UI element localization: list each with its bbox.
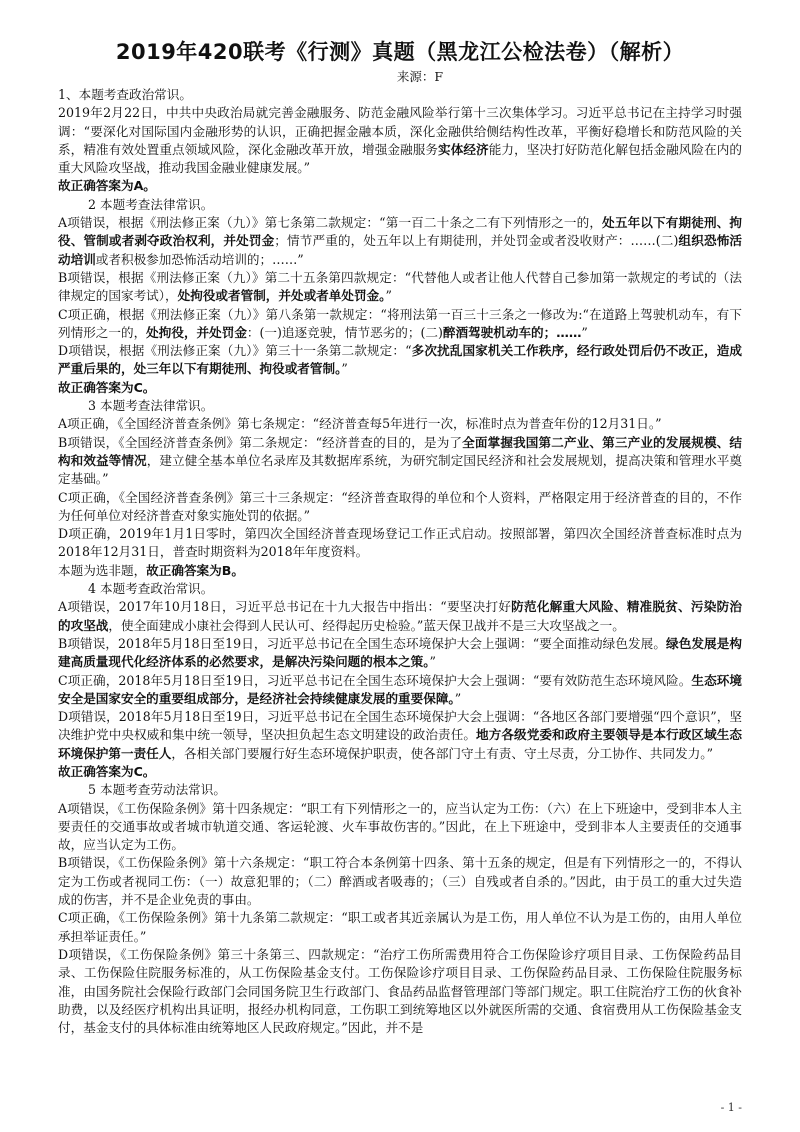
bold-text: 故正确答案为B。 bbox=[146, 562, 244, 578]
bold-text: 故正确答案为A。 bbox=[58, 178, 156, 194]
text-run: ” bbox=[429, 654, 436, 670]
text-run: C项正确，根据《刑法修正案（九）》第八条第一款规定：“将刑法第一百三十三条之一修改为:“在道路上驾驶机动车，有下列情形之一的， bbox=[58, 306, 742, 340]
section-heading bbox=[58, 397, 742, 415]
text-run: ；情节严重的，处五年以上有期徒刑，并处罚金或者没收财产：……(二) bbox=[274, 233, 679, 249]
bold-text: 处拘役或者管制，并处或者单处罚金。 bbox=[177, 288, 386, 304]
text-run: D项错误，《工伤保险条例》第三十条第三、四款规定：“治疗工伤所需费用符合工伤保险诊疗项目目录、工伤保险药品目录、工伤保险住院服务标准的，从工伤保险基金支付。工伤保险诊疗项目目录、工伤保险药品目录、工伤保险住院服务标准，由国务院社会保险行政部门会同国务院卫生行政部门、食品药品监督管理部门等部门规定。职工住院治疗工伤的伙食补助费，以及经医疗机构出具证明，报经办机构同意，工伤职工到统筹地区以外就医所需的交通、食宿费用从工伤保险基金支付，基金支付的具体标准由统筹地区人民政府规定。”因此，并不是 bbox=[58, 946, 742, 1036]
paragraph bbox=[58, 635, 742, 672]
bold-text: 醉酒驾驶机动车的；…… bbox=[442, 324, 582, 340]
page-number: - 1 - bbox=[720, 1101, 742, 1114]
paragraph bbox=[58, 562, 742, 580]
paragraph bbox=[58, 214, 742, 269]
text-run: C项正确，《全国经济普查条例》第三十三条规定：“经济普查取得的单位和个人资料，严格限定用于经济普查的目的，不作为任何单位对经济普查对象实施处罚的依据。” bbox=[58, 489, 742, 523]
section-heading bbox=[58, 580, 742, 598]
bold-text: 处拘役，并处罚金 bbox=[146, 324, 247, 340]
section-heading bbox=[58, 196, 742, 214]
paragraph bbox=[58, 854, 742, 909]
text-run: ，使全面建成小康社会得到人民认可、经得起历史检验。”蓝天保卫战并不是三大攻坚战之一。 bbox=[108, 617, 625, 633]
text-run: 本题为选非题， bbox=[58, 562, 147, 578]
text-run: A项错误，根据《刑法修正案（九）》第七条第二款规定：“第一百二十条之二有下列情形之一的， bbox=[58, 215, 603, 231]
text-run: 4 本题考查政治常识。 bbox=[88, 581, 214, 597]
bold-text: 生态环境安全是国家安全的重要组成部分，是经济社会持续健康发展的重要保障。 bbox=[58, 672, 743, 706]
text-run: 3 本题考查法律常识。 bbox=[88, 398, 214, 414]
text-run: ：(一)追逐竞驶，情节恶劣的；(二) bbox=[246, 324, 443, 340]
paragraph bbox=[58, 415, 742, 433]
text-run: 2 本题考查法律常识。 bbox=[88, 196, 214, 212]
source-line: 来源：F bbox=[396, 69, 444, 84]
text-run: C项正确，2018年5月18日至19日，习近平总书记在全国生态环境保护大会上强调：“要有效防范生态环境风险。 bbox=[58, 672, 692, 688]
text-run: D项错误，2018年5月18日至19日，习近平总书记在全国生态环境保护大会上强调：“各地区各部门要增强“四个意识”，坚决维护党中央权威和集中统一领导，坚决担负起生态文明建设的政治责任。 bbox=[58, 709, 742, 743]
paragraph bbox=[58, 800, 742, 855]
bold-text: 故正确答案为C。 bbox=[58, 763, 156, 779]
text-run: B项错误，根据《刑法修正案（九）》第二十五条第四款规定：“代替他人或者让他人代替自己参加第一款规定的考试的（法律规定的国家考试）， bbox=[58, 269, 742, 304]
text-run: 2019年2月22日，中共中央政治局就完善金融服务、防范金融风险举行第十三次集体学习。习近平总书记在主持学习时强调：“要深化对国际国内金融形势的认识，正确把握金融本质，深化金融供给侧结构性改革，平衡好稳增长和防范风险的关系，精准有效处置重点领域风险，深化金融改革开放，增强金融服务 bbox=[58, 105, 742, 157]
paragraph bbox=[58, 525, 742, 562]
text-run: A项错误，2017年10月18日，习近平总书记在十九大报告中指出：“要坚决打好 bbox=[58, 599, 512, 615]
text-run: A项错误，《工伤保险条例》第十四条规定：“职工有下列情形之一的，应当认定为工伤：（六）在上下班途中，受到非本人主要责任的交通事故或者城市轨道交通、客运轮渡、火车事故伤害的。”因此，在上下班途中，受到非本人主要责任的交通事故，应当认定为工伤。 bbox=[58, 800, 742, 853]
bold-text: 实体经济 bbox=[438, 141, 489, 157]
text-run: ” bbox=[581, 324, 588, 340]
paragraph bbox=[58, 672, 742, 709]
bold-text: 全面掌握我国第二产业、第三产业的发展规模、结构和效益等情况 bbox=[58, 434, 742, 468]
text-run: 能力，坚决打好防范化解包括金融风险在内的重大风险攻坚战，推动我国金融业健康发展。” bbox=[58, 141, 743, 176]
paragraph bbox=[58, 708, 742, 763]
paragraph bbox=[58, 489, 742, 526]
text-run: ” bbox=[454, 690, 462, 706]
text-run: ，建立健全基本单位名录库及其数据库系统，为研究制定国民经济和社会发展规划，提高决策和管理水平奠定基础。” bbox=[58, 452, 743, 487]
text-run: D项错误，根据《刑法修正案（九）》第三十一条第二款规定：“ bbox=[58, 343, 412, 359]
paragraph bbox=[58, 598, 742, 635]
text-run: B项错误，《全国经济普查条例》第二条规定：“经济普查的目的，是为了 bbox=[58, 434, 463, 450]
bold-text: 多次扰乱国家机关工作秩序，经行政处罚后仍不改正，造成严重后果的，处三年以下有期徒刑、拘役或者管制。 bbox=[58, 343, 742, 377]
paragraph bbox=[58, 946, 742, 1037]
bold-text: 地方各级党委和政府主要领导是本行政区域生态环境保护第一责任人 bbox=[58, 727, 743, 761]
text-run: A项正确，《全国经济普查条例》第七条规定：“经济普查每5年进行一次，标准时点为普查年份的12月31日。” bbox=[58, 416, 662, 432]
bold-text: 故正确答案为C。 bbox=[58, 379, 156, 395]
bold-text: 处五年以下有期徒刑、拘役、管制或者剥夺政治权利，并处罚金 bbox=[58, 215, 743, 249]
text-run: B项错误，2018年5月18日至19日，习近平总书记在全国生态环境保护大会上强调：“要全面推动绿色发展。 bbox=[58, 635, 667, 651]
text-run: ” bbox=[385, 288, 392, 304]
bold-text: 组织恐怖活动培训 bbox=[58, 233, 743, 267]
text-run: 1、本题考查政治常识。 bbox=[58, 87, 192, 102]
paragraph bbox=[58, 763, 742, 781]
paragraph bbox=[58, 104, 742, 177]
text-run: B项错误，《工伤保险条例》第十六条规定：“职工符合本条例第十四条、第十五条的规定，但是有下列情形之一的，不得认定为工伤或者视同工伤：（一）故意犯罪的；（二）醉酒或者吸毒的；（三）自残或者自杀的。”因此，由于员工的重大过失造成的伤害，并不是企业免责的事由。 bbox=[58, 855, 742, 908]
section-heading bbox=[58, 781, 742, 799]
paragraph bbox=[58, 434, 742, 489]
paragraph bbox=[58, 306, 742, 343]
document-body bbox=[58, 86, 742, 1037]
page-title: 2019年420联考《行测》真题（黑龙江公检法卷）（解析） bbox=[115, 40, 685, 64]
bold-text: 防范化解重大风险、精准脱贫、污染防治的攻坚战 bbox=[58, 599, 742, 633]
paragraph bbox=[58, 86, 742, 104]
bold-text: 绿色发展是构建高质量现代化经济体系的必然要求，是解决污染问题的根本之策。 bbox=[58, 635, 743, 670]
text-run: ，各相关部门要履行好生态环境保护职责，使各部门守土有责、守土尽责，分工协作、共同发力。” bbox=[171, 745, 714, 761]
text-run: 5 本题考查劳动法常识。 bbox=[88, 782, 226, 798]
paragraph bbox=[58, 379, 742, 397]
paragraph bbox=[58, 909, 742, 946]
paragraph bbox=[58, 269, 742, 306]
paragraph bbox=[58, 177, 742, 195]
text-run: 或者积极参加恐怖活动培训的；……” bbox=[95, 251, 304, 267]
text-run: ” bbox=[341, 361, 348, 377]
text-run: C项正确，《工伤保险条例》第十九条第二款规定：“职工或者其近亲属认为是工伤，用人单位不认为是工伤的，由用人单位承担举证责任。” bbox=[58, 910, 742, 944]
paragraph bbox=[58, 342, 742, 379]
text-run: D项正确，2019年1月1日零时，第四次全国经济普查现场登记工作正式启动。按照部署，第四次全国经济普查标准时点为2018年12月31日，普查时期资料为2018年年度资料。 bbox=[58, 526, 742, 560]
